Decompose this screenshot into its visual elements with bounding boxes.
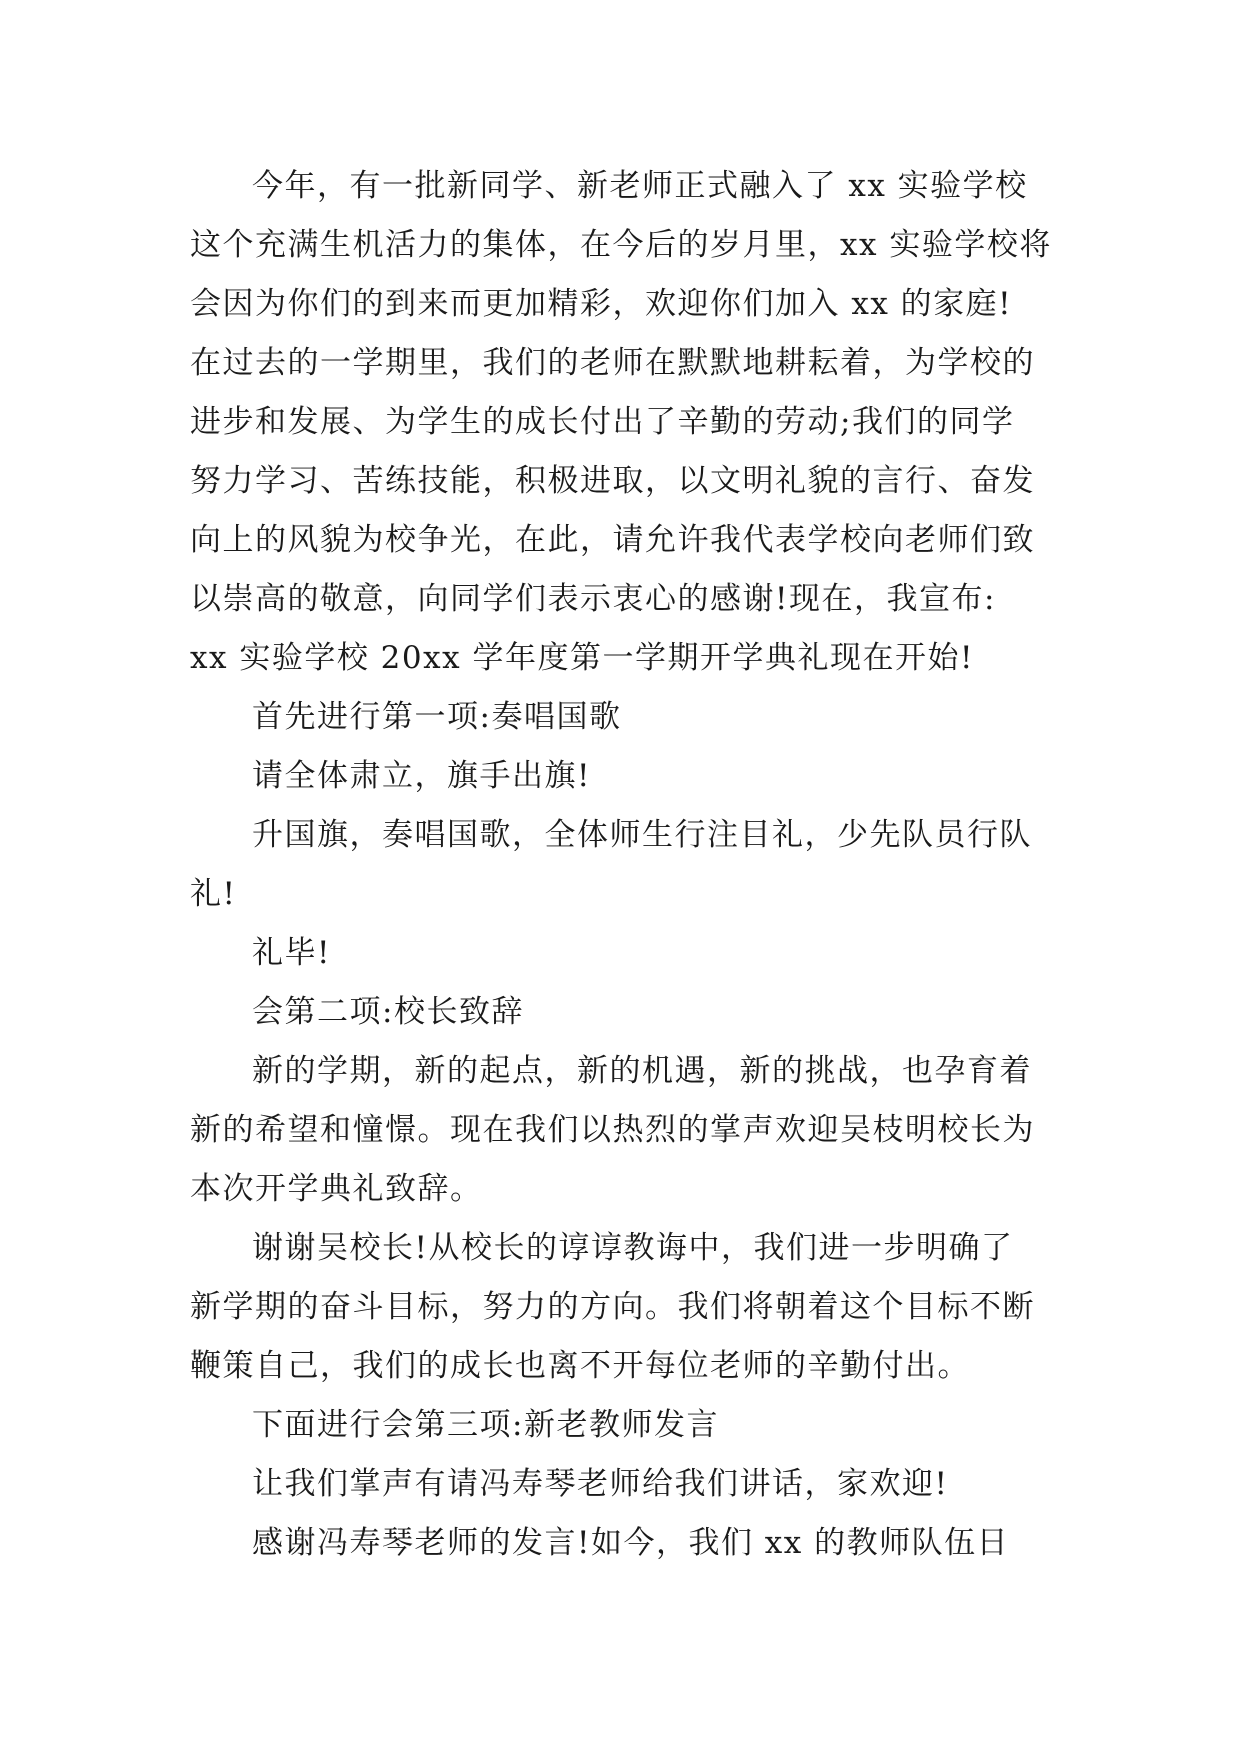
paragraph bbox=[190, 157, 1050, 688]
text-line: 这个充满生机活力的集体，在今后的岁月里，xx 实验学校将 bbox=[190, 227, 1052, 263]
text-line: 向上的风貌为校争光，在此，请允许我代表学校向老师们致 bbox=[190, 522, 1035, 558]
paragraph bbox=[190, 1514, 1050, 1573]
text-line: 感谢冯寿琴老师的发言!如今，我们 xx 的教师队伍日 bbox=[252, 1525, 1010, 1561]
text-line: 在过去的一学期里，我们的老师在默默地耕耘着，为学校的 bbox=[190, 345, 1035, 381]
paragraph bbox=[190, 806, 1050, 924]
paragraph bbox=[190, 924, 1050, 983]
text-line: 会第二项:校长致辞 bbox=[252, 994, 524, 1030]
text-line: 努力学习、苦练技能，积极进取，以文明礼貌的言行、奋发 bbox=[190, 463, 1035, 499]
paragraph bbox=[190, 1219, 1050, 1396]
text-line: 首先进行第一项:奏唱国歌 bbox=[252, 699, 622, 735]
paragraph bbox=[190, 688, 1050, 747]
text-line: 本次开学典礼致辞。 bbox=[190, 1171, 483, 1207]
text-line: 会因为你们的到来而更加精彩，欢迎你们加入 xx 的家庭! bbox=[190, 286, 1013, 322]
text-line: 下面进行会第三项:新老教师发言 bbox=[252, 1407, 719, 1443]
paragraph bbox=[190, 1042, 1050, 1219]
text-line: 新的希望和憧憬。现在我们以热烈的掌声欢迎吴枝明校长为 bbox=[190, 1112, 1035, 1148]
text-line: 进步和发展、为学生的成长付出了辛勤的劳动;我们的同学 bbox=[190, 404, 1015, 440]
text-line: 以崇高的敬意，向同学们表示衷心的感谢!现在，我宣布: bbox=[190, 581, 996, 617]
paragraph bbox=[190, 747, 1050, 806]
text-line: xx 实验学校 20xx 学年度第一学期开学典礼现在开始! bbox=[190, 640, 974, 676]
paragraph bbox=[190, 1396, 1050, 1455]
text-line: 谢谢吴校长!从校长的谆谆教诲中，我们进一步明确了 bbox=[252, 1230, 1014, 1266]
text-line: 鞭策自己，我们的成长也离不开每位老师的辛勤付出。 bbox=[190, 1348, 970, 1384]
paragraph bbox=[190, 983, 1050, 1042]
text-line: 新学期的奋斗目标，努力的方向。我们将朝着这个目标不断 bbox=[190, 1289, 1035, 1325]
paragraph bbox=[190, 1455, 1050, 1514]
text-line: 升国旗，奏唱国歌，全体师生行注目礼，少先队员行队 bbox=[252, 817, 1032, 853]
text-line: 请全体肃立，旗手出旗! bbox=[252, 758, 591, 794]
text-line: 今年，有一批新同学、新老师正式融入了 xx 实验学校 bbox=[252, 168, 1028, 204]
text-line: 新的学期，新的起点，新的机遇，新的挑战，也孕育着 bbox=[252, 1053, 1032, 1089]
document-body bbox=[190, 157, 1050, 1573]
text-line: 礼! bbox=[190, 876, 237, 912]
text-line: 礼毕! bbox=[252, 935, 331, 971]
text-line: 让我们掌声有请冯寿琴老师给我们讲话，家欢迎! bbox=[252, 1466, 949, 1502]
